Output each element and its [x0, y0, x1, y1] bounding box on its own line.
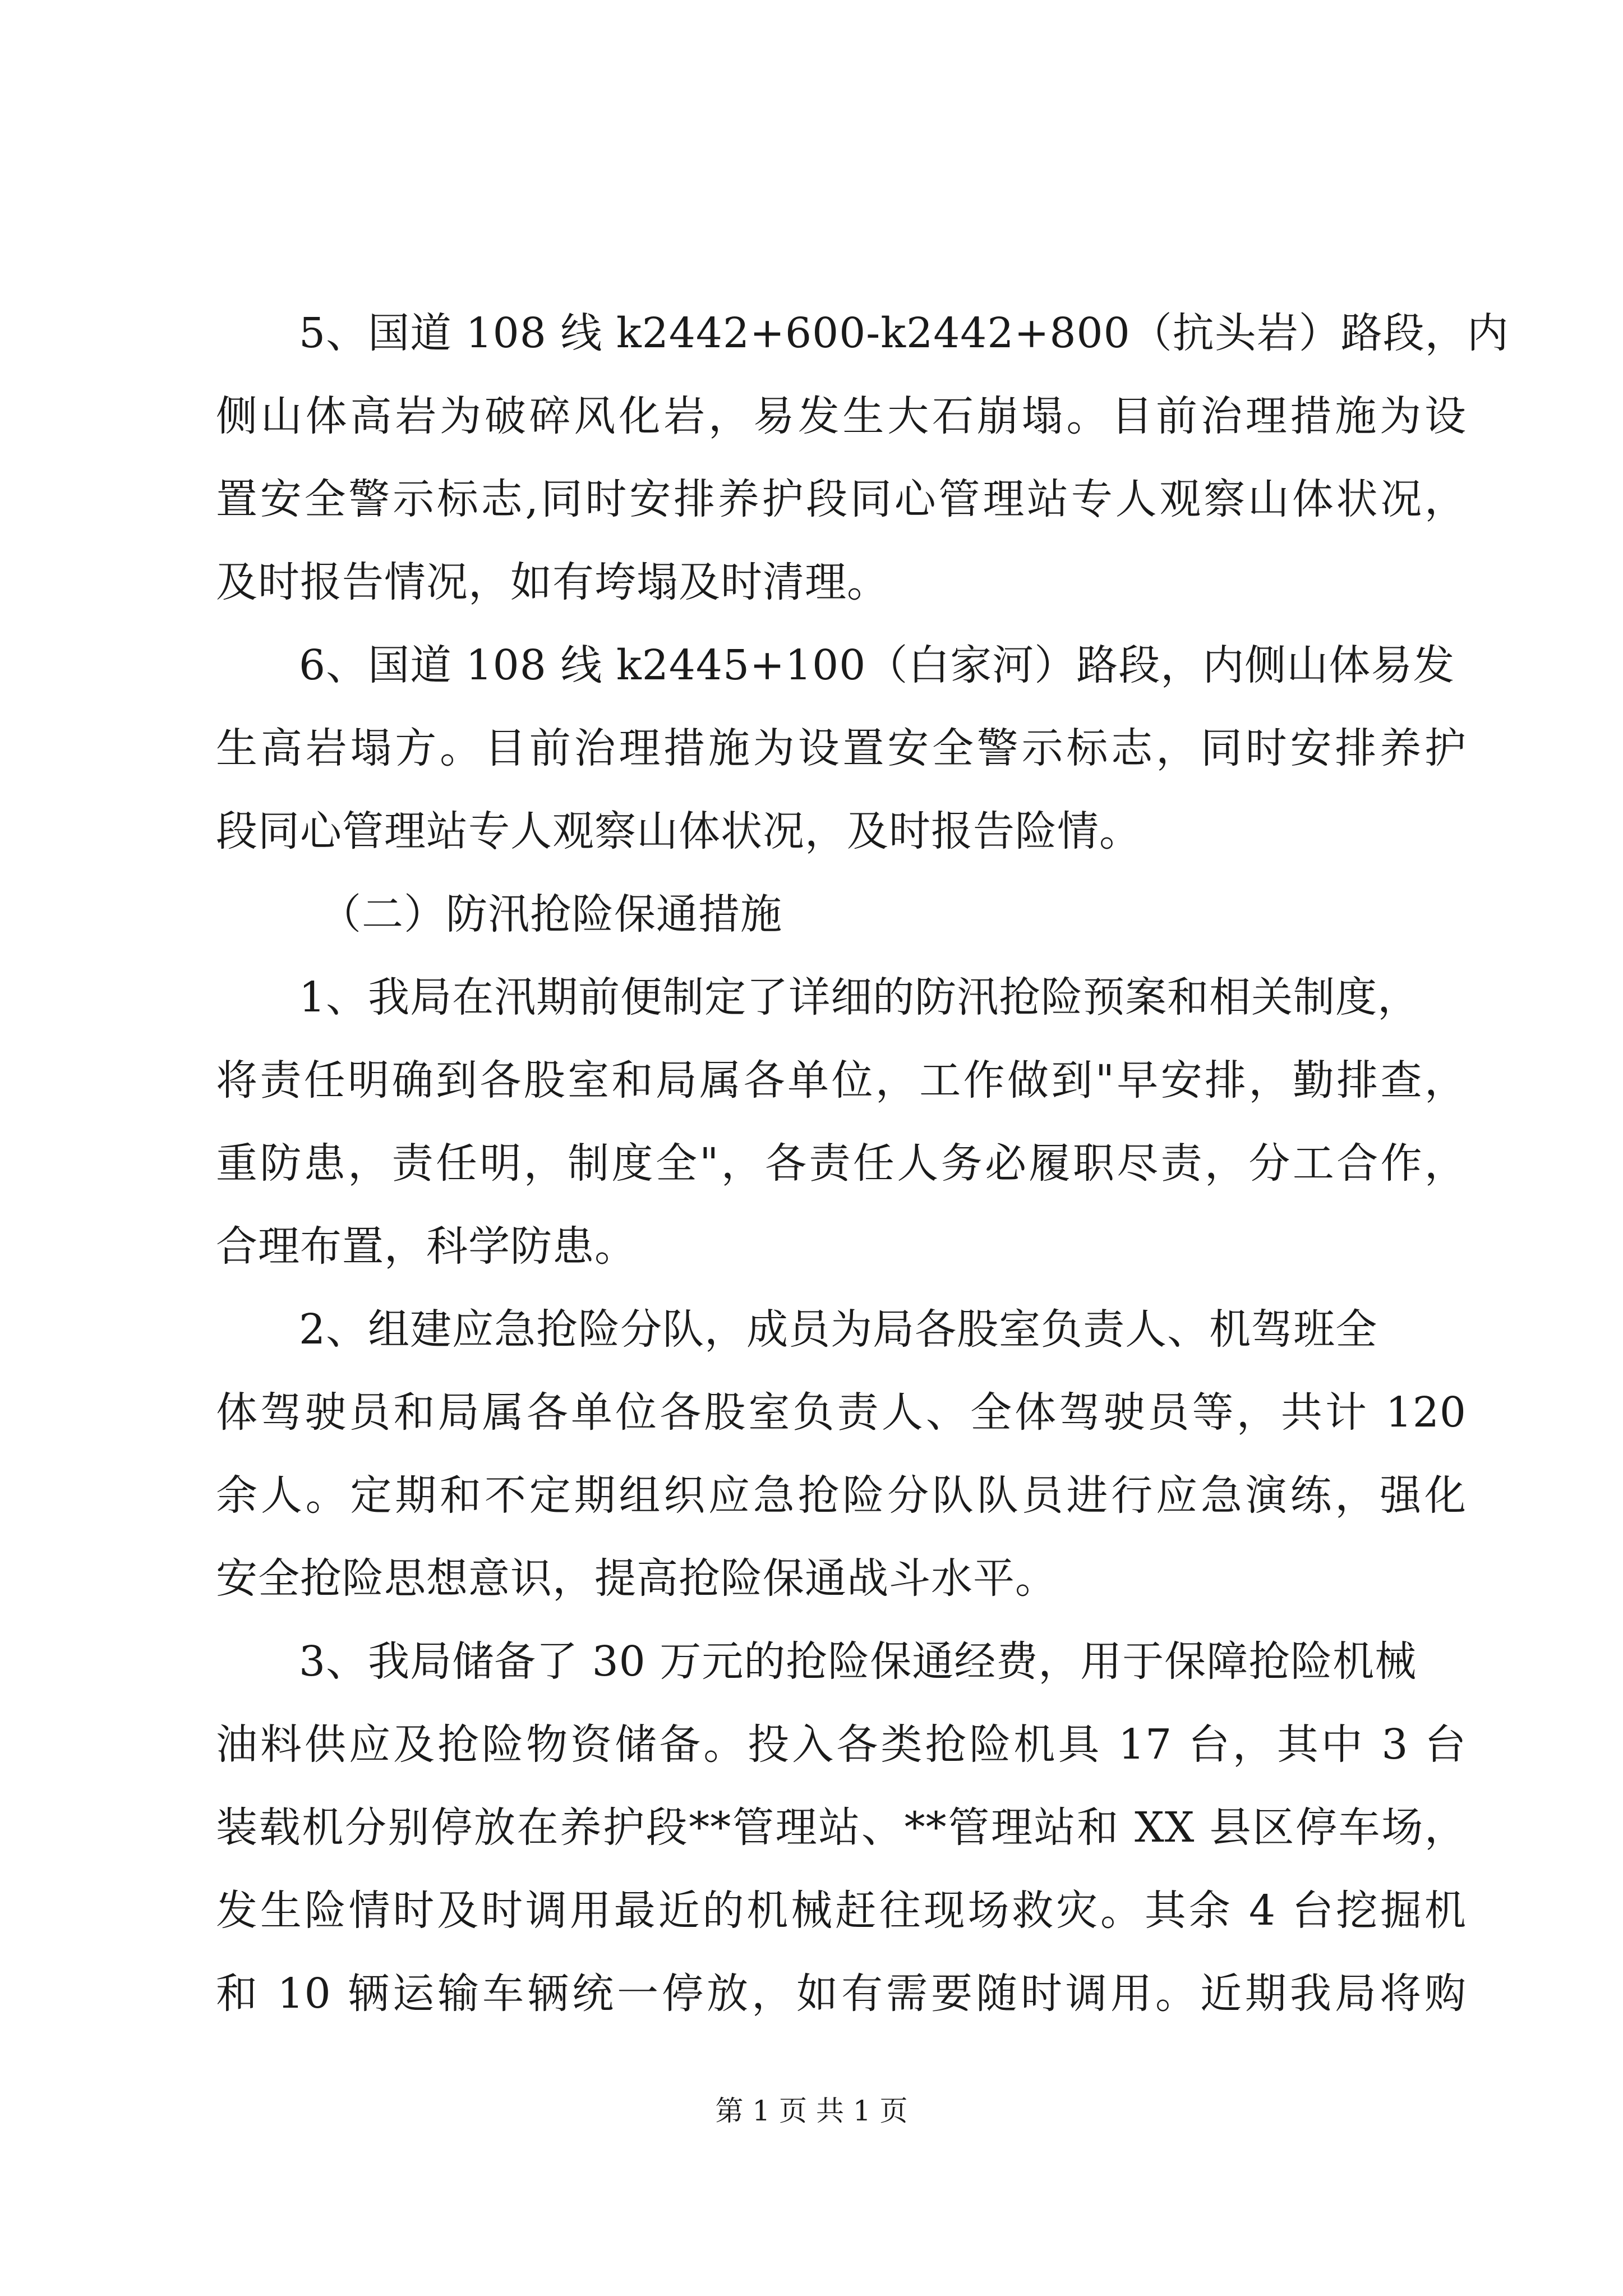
paragraph-5-line-4: 及时报告情况，如有垮塌及时清理。 — [216, 558, 889, 606]
paragraph-3-line-3: 装载机分别停放在养护段**管理站、**管理站和 XX 县区停车场， — [216, 1803, 1467, 1852]
paragraph-3-line-1: 3、我局储备了 30 万元的抢险保通经费，用于保障抢险机械 — [299, 1637, 1417, 1686]
paragraph-2-line-4: 安全抢险思想意识，提高抢险保通战斗水平。 — [216, 1554, 1057, 1603]
paragraph-1-line-4: 合理布置，科学防患。 — [216, 1222, 637, 1271]
paragraph-2-line-3: 余人。定期和不定期组织应急抢险分队队员进行应急演练，强化 — [216, 1471, 1467, 1520]
paragraph-5-line-2: 侧山体高岩为破碎风化岩，易发生大石崩塌。目前治理措施为设 — [216, 392, 1467, 440]
paragraph-3-line-5: 和 10 辆运输车辆统一停放，如有需要随时调用。近期我局将购 — [216, 1970, 1467, 2018]
paragraph-2-line-1: 2、组建应急抢险分队，成员为局各股室负责人、机驾班全 — [299, 1305, 1378, 1354]
document-body — [216, 292, 1509, 2035]
page-footer: 第 1 页 共 1 页 — [715, 2095, 908, 2127]
paragraph-5-line-3: 置安全警示标志,同时安排养护段同心管理站专人观察山体状况， — [216, 475, 1467, 523]
paragraph-1-line-3: 重防患，责任明，制度全"，各责任人务必履职尽责，分工合作， — [216, 1139, 1467, 1188]
paragraph-3-line-2: 油料供应及抢险物资储备。投入各类抢险机具 17 台，其中 3 台 — [216, 1720, 1467, 1769]
paragraph-1-line-1: 1、我局在汛期前便制定了详细的防汛抢险预案和相关制度， — [299, 973, 1420, 1022]
paragraph-2-line-2: 体驾驶员和局属各单位各股室负责人、全体驾驶员等，共计 120 — [216, 1388, 1467, 1437]
paragraph-6-line-2: 生高岩塌方。目前治理措施为设置安全警示标志，同时安排养护 — [216, 724, 1467, 772]
paragraph-3-line-4: 发生险情时及时调用最近的机械赶往现场救灾。其余 4 台挖掘机 — [216, 1887, 1467, 1935]
section-heading: （二）防汛抢险保通措施 — [320, 890, 782, 938]
paragraph-6-line-3: 段同心管理站专人观察山体状况，及时报告险情。 — [216, 807, 1141, 855]
paragraph-6-line-1: 6、国道 108 线 k2445+100（白家河）路段，内侧山体易发 — [299, 641, 1455, 689]
paragraph-5-line-1: 5、国道 108 线 k2442+600-k2442+800（抗头岩）路段，内 — [299, 309, 1509, 357]
paragraph-1-line-2: 将责任明确到各股室和局属各单位，工作做到"早安排，勤排查， — [216, 1056, 1467, 1105]
